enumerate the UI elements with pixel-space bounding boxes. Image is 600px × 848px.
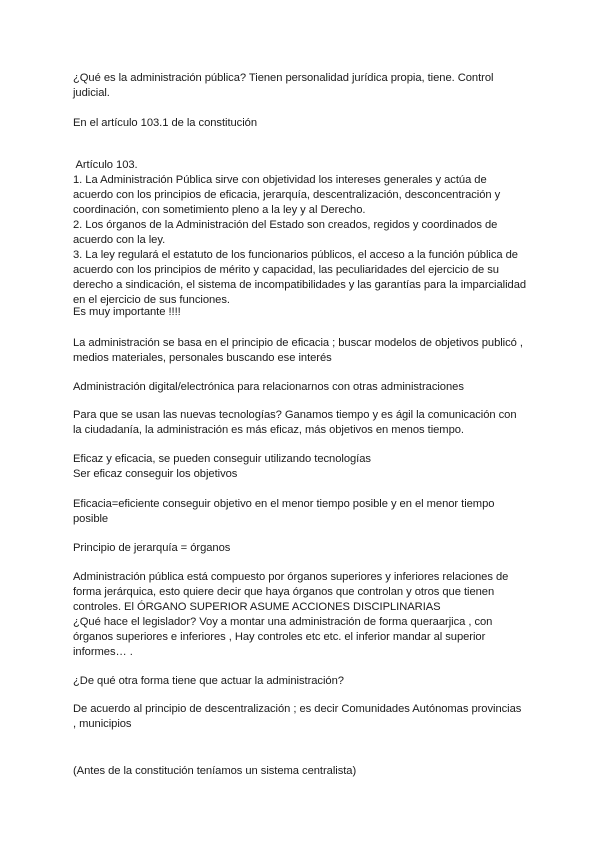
paragraph-eficacia-principle	[73, 336, 533, 366]
text-line: Ser eficaz conseguir los objetivos	[73, 468, 238, 480]
paragraph-eficacia-definition	[73, 497, 533, 527]
paragraph-article-103	[73, 158, 533, 308]
paragraph-important-note	[73, 305, 533, 320]
text-line: De acuerdo al principio de descentralización ; es decir Comunidades Autónomas provincias	[73, 703, 522, 715]
text-line: Para que se usan las nuevas tecnologías? Ganamos tiempo y es ágil la comunicación con	[73, 409, 517, 421]
text-line: 3. La ley regulará el estatuto de los funcionarios públicos, el acceso a la función pública de	[73, 249, 518, 261]
paragraph-other-form-question	[73, 674, 533, 689]
text-line: (Antes de la constitución teníamos un sistema centralista)	[73, 765, 357, 777]
paragraph-descentralizacion	[73, 702, 533, 732]
text-line: informes… .	[73, 646, 133, 658]
text-line: Administración digital/electrónica para relacionarnos con otras administraciones	[73, 381, 464, 393]
text-line: 2. Los órganos de la Administración del Estado son creados, regidos y coordinados de	[73, 219, 498, 231]
text-line: ¿Qué es la administración pública? Tienen personalidad jurídica propia, tiene. Control	[73, 72, 494, 84]
paragraph-jerarquia-principle	[73, 541, 533, 556]
text-line: controles. El ÓRGANO SUPERIOR ASUME ACCIONES DISCIPLINARIAS	[73, 601, 441, 613]
text-line: posible	[73, 513, 109, 525]
article-heading: Artículo 103.	[73, 159, 138, 171]
text-line: órganos superiores e inferiores , Hay controles etc etc. el inferior mandar al superior	[73, 631, 486, 643]
text-line: Administración pública está compuesto por órganos superiores y inferiores relaciones de	[73, 571, 509, 583]
paragraph-centralist-note	[73, 764, 533, 779]
text-line: coordinación, con sometimiento pleno a la ley y al Derecho.	[73, 204, 366, 216]
paragraph-eficaz-eficacia	[73, 452, 533, 482]
text-line: acuerdo con los principios de mérito y capacidad, las peculiaridades del ejercicio de su	[73, 264, 499, 276]
text-line: la ciudadanía, la administración es más eficaz, más objetivos en menos tiempo.	[73, 424, 464, 436]
text-line: en el ejercicio de sus funciones.	[73, 294, 230, 306]
text-line: En el artículo 103.1 de la constitución	[73, 117, 258, 129]
text-line: 1. La Administración Pública sirve con objetividad los intereses generales y actúa de	[73, 174, 487, 186]
paragraph-article-reference	[73, 116, 533, 131]
text-line: Es muy importante !!!!	[73, 306, 181, 318]
text-line: , municipios	[73, 718, 132, 730]
text-line: Principio de jerarquía = órganos	[73, 542, 231, 554]
paragraph-organs-structure	[73, 570, 533, 660]
text-line: judicial.	[73, 87, 110, 99]
paragraph-new-technologies	[73, 408, 533, 438]
text-line: La administración se basa en el principio de eficacia ; buscar modelos de objetivos publicó ,	[73, 337, 523, 349]
text-line: Eficacia=eficiente conseguir objetivo en el menor tiempo posible y en el menor tiempo	[73, 498, 495, 510]
text-line: medios materiales, personales buscando ese interés	[73, 352, 332, 364]
text-line: derecho a sindicación, el sistema de incompatibilidades y las garantías para la imparcialidad	[73, 279, 527, 291]
text-line: ¿Qué hace el legislador? Voy a montar una administración de forma queraarjica , con	[73, 616, 493, 628]
paragraph-intro-question	[73, 71, 533, 101]
text-line: Eficaz y eficacia, se pueden conseguir utilizando tecnologías	[73, 453, 371, 465]
text-line: acuerdo con los principios de eficacia, jerarquía, descentralización, desconcentración y	[73, 189, 501, 201]
text-line: acuerdo con la ley.	[73, 234, 166, 246]
text-line: forma jerárquica, esto quiere decir que haya órganos que controlan y otros que tienen	[73, 586, 495, 598]
text-line: ¿De qué otra forma tiene que actuar la administración?	[73, 675, 344, 687]
paragraph-digital-administration	[73, 380, 533, 395]
